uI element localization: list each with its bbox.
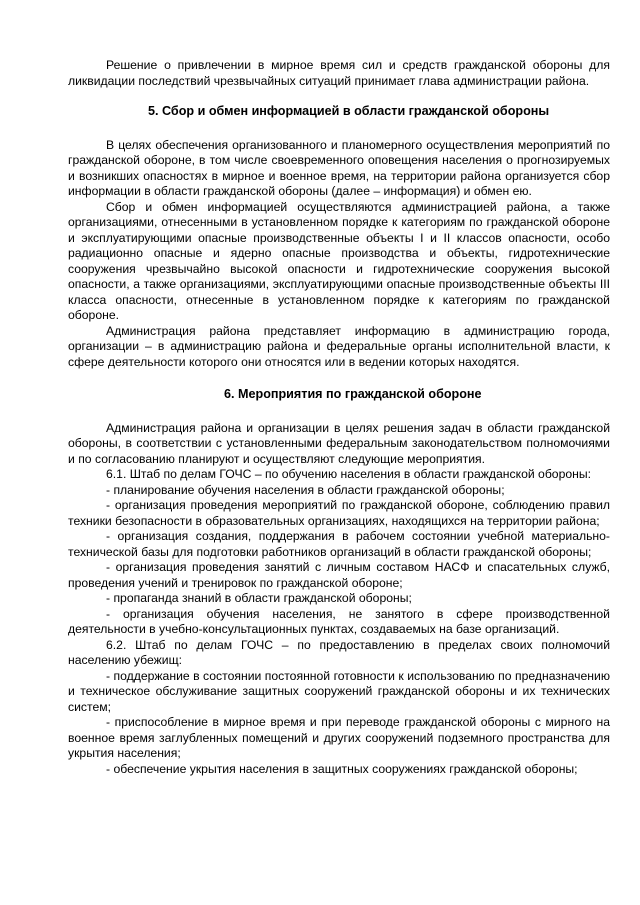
section-6-1-item-3: - организация создания, поддержания в рабочем состоянии учебной материально-технической базы для подготовки работников организаций в области гражданской обороны; bbox=[68, 529, 610, 559]
section-5-paragraph-3: Администрация района представляет информацию в администрацию города, организации – в администрацию района и федеральные органы исполнительной власти, к сфере деятельности которого они относятся или в ведении которых находятся. bbox=[68, 323, 610, 369]
section-6-1-item-2: - организация проведения мероприятий по гражданской обороне, соблюдению правил техники безопасности в образовательных организациях, находящихся на территории района; bbox=[68, 498, 610, 528]
section-6-1-item-4: - организация проведения занятий с личным составом НАСФ и спасательных служб, проведения учений и тренировок по гражданской обороне; bbox=[68, 560, 610, 590]
section-6-2-item-2: - приспособление в мирное время и при переводе гражданской обороны с мирного на военное время заглубленных помещений и других сооружений подземного пространства для укрытия населения; bbox=[68, 715, 610, 760]
section-6-2-item-1: - поддержание в состоянии постоянной готовности к использованию по предназначению и техническое обслуживание защитных сооружений гражданской обороны и их технических систем; bbox=[68, 668, 610, 714]
section-6-paragraph-1: Администрация района и организации в целях решения задач в области гражданской обороны, в соответствии с установленными федеральным законодательством полномочиями и по согласованию планируют и осуществляют следующие мероприятия. bbox=[68, 420, 610, 466]
section-5-paragraph-1: В целях обеспечения организованного и планомерного осуществления мероприятий по гражданской обороне, в том числе своевременного оповещения населения о прогнозируемых и возникших опасностях в мирное и военное время, на территории района организуется сбор информации в области гражданской обороны (далее – информация) и обмен ею. bbox=[68, 137, 610, 198]
intro-paragraph: Решение о привлечении в мирное время сил и средств гражданской обороны для ликвидации последствий чрезвычайных ситуаций принимает глава администрации района. bbox=[68, 58, 610, 88]
section-6-1-item-6: - организация обучения населения, не занятого в сфере производственной деятельности в учебно-консультационных пунктах, создаваемых на базе организаций. bbox=[68, 606, 610, 636]
section-6-2-item-3: - обеспечение укрытия населения в защитных сооружениях гражданской обороны; bbox=[106, 761, 578, 776]
section-6-1-item-5: - пропаганда знаний в области гражданской обороны; bbox=[106, 591, 412, 605]
section-6-1-item-1: - планирование обучения населения в области гражданской обороны; bbox=[106, 482, 505, 497]
section-5-title: 5. Сбор и обмен информацией в области гражданской обороны bbox=[148, 104, 550, 118]
section-6-2-heading: 6.2. Штаб по делам ГОЧС – по предоставлению в пределах своих полномочий населению убежищ: bbox=[68, 637, 610, 667]
section-5-paragraph-2: Сбор и обмен информацией осуществляются администрацией района, а также организациями, отнесенными в установленном порядке к категориям по гражданской обороне и эксплуатирующими опасные производственные объекты I и II классов опасности, особо радиационно опасные и ядерно опасные производства и объекты, гидротехнические сооружения чрезвычайно высокой опасности и гидротехнические сооружения высокой опасности, а также организациями, эксплуатирующими опасные производственные объекты III класса опасности, отнесенные в установленном порядке к категориям по гражданской обороне. bbox=[68, 199, 610, 322]
section-6-1-heading: 6.1. Штаб по делам ГОЧС – по обучению населения в области гражданской обороны: bbox=[106, 467, 592, 481]
section-6-title: 6. Мероприятия по гражданской обороне bbox=[224, 387, 482, 401]
